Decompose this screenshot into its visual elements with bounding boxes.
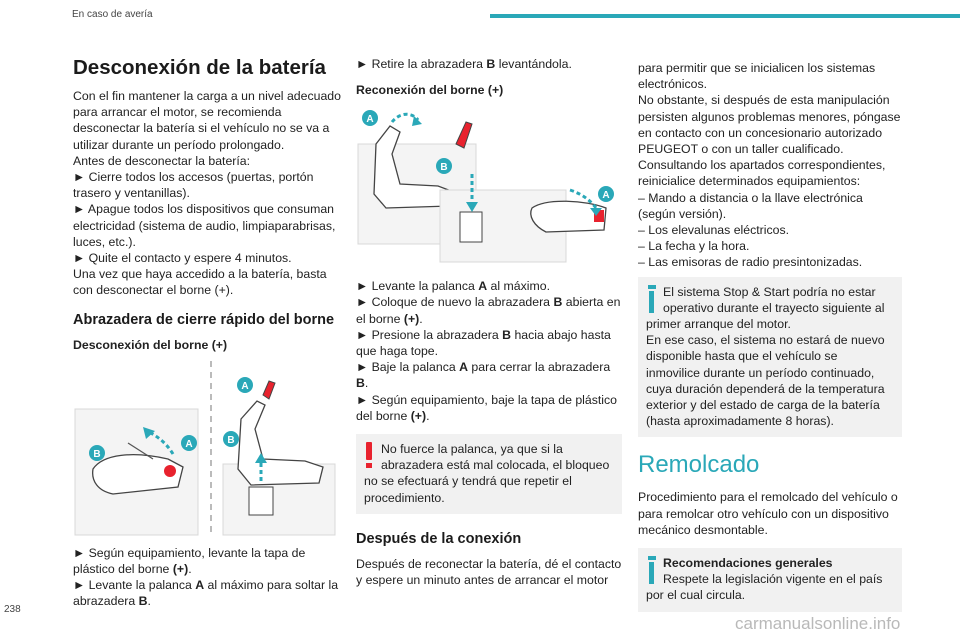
reconnect-heading: Reconexión del borne (+) bbox=[356, 83, 504, 98]
clamp-heading: Abrazadera de cierre rápido del borne bbox=[73, 311, 335, 328]
problems-text: No obstante, si después de esta manipulación persisten algunos problemas menores, póngase en contacto con un concesionario autorizado PEUGEOT o con un taller cualificado. bbox=[638, 93, 901, 157]
column-3 bbox=[638, 60, 902, 622]
step-lower-lever: ► Baje la palanca A para cerrar la abrazadera B. bbox=[356, 360, 611, 391]
continuation-text: para permitir que se inicialicen los sistemas electrónicos. bbox=[638, 61, 876, 92]
after-access-line: Una vez que haya accedido a la batería, basta con desconectar el borne (+). bbox=[73, 267, 327, 298]
header-accent-bar bbox=[490, 14, 960, 18]
red-terminal-left bbox=[164, 465, 176, 477]
before-line: Antes de desconectar la batería: bbox=[73, 153, 251, 168]
arrow-head-a bbox=[412, 116, 422, 126]
red-lever-tip bbox=[263, 381, 275, 399]
watermark: carmanualsonline.info bbox=[735, 614, 901, 633]
recommendations-note bbox=[638, 548, 902, 612]
list-item: – La fecha y la hora. bbox=[638, 239, 750, 254]
callout-a-2-label: A bbox=[602, 190, 610, 202]
disconnect-heading: Desconexión del borne (+) bbox=[73, 337, 228, 352]
info-icon bbox=[645, 285, 659, 315]
warning-text: No fuerce la palanca, ya que si la abrazadera está mal colocada, el bloqueo no se efectuará y tendrá que repetir el procedimiento. bbox=[364, 442, 610, 505]
intro-paragraph: Con el fin mantener la carga a un nivel adecuado para arrancar el motor, se recomienda desconectar la batería si el vehículo no se va a utilizar durante un período prolongado. bbox=[73, 89, 341, 152]
terminal-post-right bbox=[249, 487, 273, 515]
step-lower-cover: ► Según equipamiento, baje la tapa de plástico del borne (+). bbox=[356, 392, 618, 423]
step-lift-cover: ► Según equipamiento, levante la tapa de plástico del borne (+). bbox=[73, 545, 306, 576]
disconnect-illustration bbox=[73, 359, 343, 537]
step-press-clamp: ► Presione la abrazadera B hacia abajo hasta que haga tope. bbox=[356, 327, 611, 359]
step-refit-clamp: ► Coloque de nuevo la abrazadera B abierta en el borne (+). bbox=[356, 295, 621, 326]
page-number: 238 bbox=[4, 604, 21, 615]
warning-icon bbox=[363, 442, 377, 472]
callout-b-label: B bbox=[440, 162, 448, 174]
clamp-right bbox=[238, 401, 323, 485]
step-remove-clamp: ► Retire la abrazadera B levantándola. bbox=[356, 57, 572, 71]
warning-note bbox=[356, 434, 622, 514]
step-lift-lever: ► Levante la palanca A al máximo para soltar la abrazadera B. bbox=[73, 578, 339, 609]
callout-a-right-label: A bbox=[241, 380, 249, 392]
step-close-accesses: ► Cierre todos los accesos (puertas, portón trasero y ventanillas). bbox=[73, 170, 314, 201]
section-title: Desconexión de la batería bbox=[73, 56, 326, 79]
after-connection-heading: Después de la conexión bbox=[356, 530, 522, 547]
list-item: – Mando a distancia o la llave electrónica (según versión). bbox=[638, 190, 863, 221]
towing-text: Procedimiento para el remolcado del vehículo o para remolcar otro vehículo con un dispositivo mecánico desmontable. bbox=[638, 490, 898, 537]
stop-start-text-1: El sistema Stop & Start podría no estar operativo durante el trayecto siguiente al primer arranque del motor. bbox=[646, 284, 885, 332]
callout-a-left-label: A bbox=[185, 438, 193, 450]
callout-b-right-label: B bbox=[227, 434, 235, 446]
list-item: – Las emisoras de radio presintonizadas. bbox=[638, 255, 863, 270]
running-header: En caso de avería bbox=[72, 9, 153, 20]
towing-heading: Remolcado bbox=[638, 451, 760, 479]
recommendations-text: Respete la legislación vigente en el país por el cual circula. bbox=[646, 572, 883, 603]
column-1 bbox=[73, 56, 343, 609]
column-2 bbox=[356, 56, 622, 588]
stop-start-text-2: En ese caso, el sistema no estará de nuevo disponible hasta que el vehículo se inmovilice durante un período continuado, cuya duración dependerá de la temperatura exterior y del estado de carga de la batería (hasta aproximadamente 8 horas). bbox=[646, 333, 885, 429]
terminal-post-b bbox=[460, 212, 482, 242]
reinit-text: Consultando los apartados correspondientes, reinicialice determinados equipamientos: bbox=[638, 158, 886, 189]
callout-b-left-label: B bbox=[93, 448, 101, 460]
list-item: – Los elevalunas eléctricos. bbox=[638, 223, 790, 238]
info-icon bbox=[645, 556, 659, 586]
step-raise-lever: ► Levante la palanca A al máximo. bbox=[356, 279, 551, 294]
step-switch-off: ► Apague todos los dispositivos que consuman electricidad (sistema de audio, limpiaparabrisas, luces, etc.). bbox=[73, 202, 336, 249]
step-ignition-off: ► Quite el contacto y espere 4 minutos. bbox=[73, 251, 292, 266]
stop-start-note bbox=[638, 277, 902, 438]
recommendations-heading: Recomendaciones generales bbox=[663, 556, 833, 571]
reconnect-illustration bbox=[356, 104, 622, 264]
after-connection-text: Después de reconectar la batería, dé el contacto y espere un minuto antes de arrancar el motor bbox=[356, 556, 622, 588]
callout-a-1-label: A bbox=[366, 114, 374, 126]
